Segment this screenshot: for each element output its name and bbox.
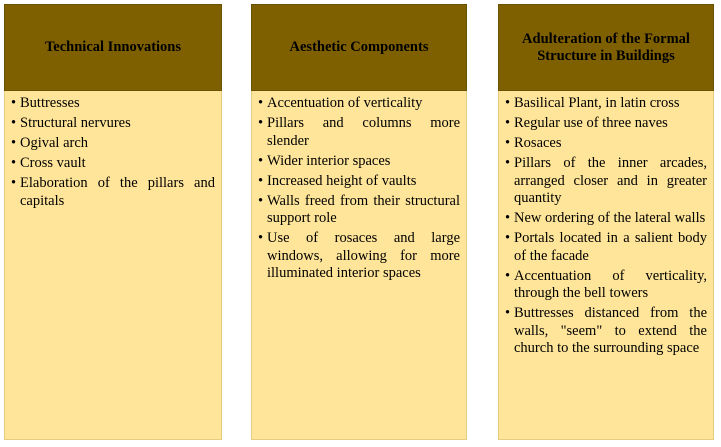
item-list: [11, 95, 215, 210]
column-body: [4, 91, 222, 440]
column-header: Adulteration of the Formal Structure in Buildings: [498, 4, 714, 91]
bullet-icon: •: [258, 230, 264, 246]
list-item: • Cross vault: [11, 155, 86, 171]
list-item: • Accentuation of verticality: [258, 95, 423, 111]
list-item: • Elaboration of the pillars and capitals: [11, 175, 215, 209]
column-technical-innovations: [4, 4, 222, 440]
bullet-icon: •: [11, 155, 17, 171]
bullet-icon: •: [258, 95, 264, 111]
bullet-icon: •: [505, 305, 511, 321]
column-header: Technical Innovations: [4, 4, 222, 91]
list-item: • Pillars of the inner arcades, arranged closer and in greater quantity: [505, 155, 707, 206]
list-item: • Regular use of three naves: [505, 115, 668, 131]
bullet-icon: •: [505, 230, 511, 246]
bullet-icon: •: [505, 95, 511, 111]
item-list: [505, 95, 707, 358]
bullet-icon: •: [505, 115, 511, 131]
list-item: • Structural nervures: [11, 115, 131, 131]
list-item: • Rosaces: [505, 135, 562, 151]
list-item: • Increased height of vaults: [258, 172, 417, 189]
list-item: • Walls freed from their structural support role: [258, 192, 460, 226]
bullet-icon: •: [258, 192, 264, 209]
item-list: [258, 95, 460, 283]
bullet-icon: •: [11, 115, 17, 131]
list-item: • New ordering of the lateral walls: [505, 210, 706, 226]
list-item: • Basilical Plant, in latin cross: [505, 95, 680, 111]
list-item: • Wider interior spaces: [258, 152, 391, 169]
list-item: • Portals located in a salient body of the facade: [505, 230, 707, 264]
bullet-icon: •: [258, 172, 264, 189]
column-formal-structure: [498, 4, 714, 440]
bullet-icon: •: [505, 135, 511, 151]
list-item: • Accentuation of verticality, through the bell towers: [505, 267, 707, 301]
bullet-icon: •: [11, 135, 17, 151]
bullet-icon: •: [11, 95, 17, 111]
bullet-icon: •: [505, 210, 511, 226]
bullet-icon: •: [258, 115, 264, 131]
bullet-icon: •: [11, 175, 17, 191]
list-item: • Buttresses: [11, 95, 80, 111]
list-item: • Buttresses distanced from the walls, "seem" to extend the church to the surrounding space: [505, 305, 707, 356]
column-header: Aesthetic Components: [251, 4, 467, 91]
bullet-icon: •: [505, 155, 511, 171]
list-item: • Pillars and columns more slender: [258, 115, 460, 149]
bullet-icon: •: [505, 267, 511, 284]
column-body: [251, 91, 467, 440]
bullet-icon: •: [258, 152, 264, 169]
column-aesthetic-components: [251, 4, 467, 440]
list-item: • Ogival arch: [11, 135, 89, 151]
list-item: • Use of rosaces and large windows, allowing for more illuminated interior spaces: [258, 230, 460, 281]
column-body: [498, 91, 714, 440]
